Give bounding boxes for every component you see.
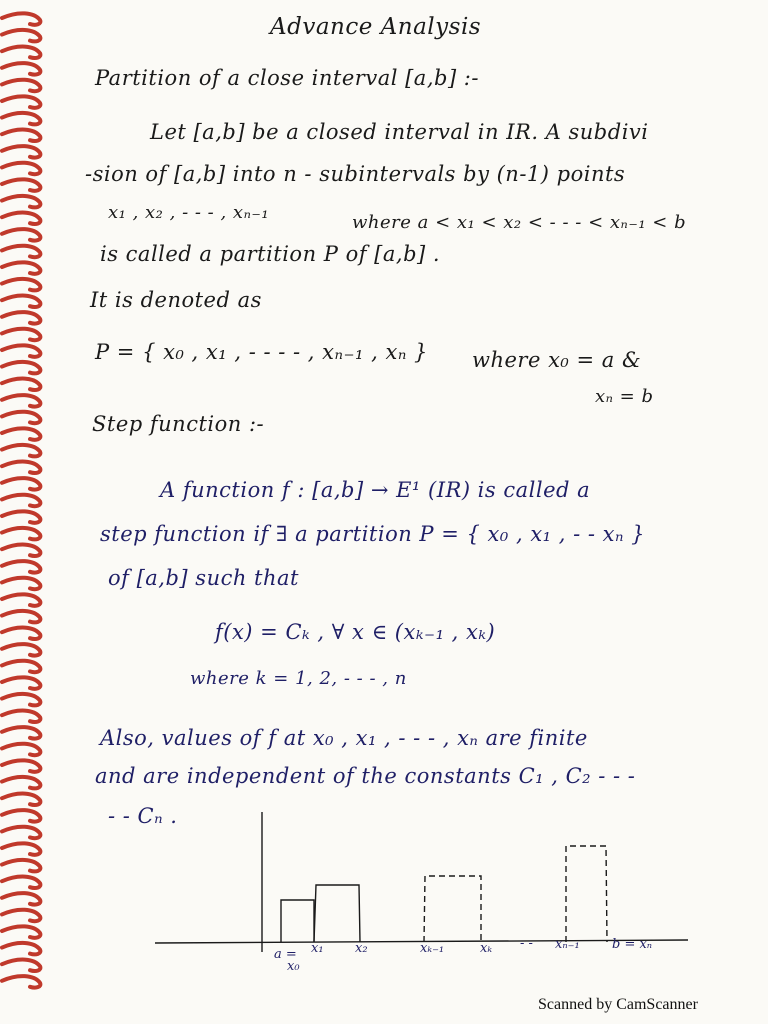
spiral-coil: [2, 246, 40, 257]
step-k: [424, 876, 481, 942]
spiral-coil: [2, 943, 40, 954]
spiral-coil: [2, 760, 40, 771]
step-where-k: where k = 1, 2, - - - , n: [190, 668, 407, 689]
spiral-coil: [2, 262, 40, 273]
step-heading: Step function :-: [92, 412, 265, 436]
spiral-coil: [2, 213, 40, 224]
label-a: a =: [274, 947, 297, 962]
partition-order: where a < x₁ < x₂ < - - - < xₙ₋₁ < b: [352, 212, 687, 233]
also-line-3: - - Cₙ .: [108, 804, 178, 828]
spiral-coil: [2, 594, 40, 605]
spiral-coil: [2, 362, 40, 373]
partition-set: P = { x₀ , x₁ , - - - - , xₙ₋₁ , xₙ }: [95, 340, 428, 364]
spiral-coil: [2, 860, 40, 871]
partition-line-2: -sion of [a,b] into n - subintervals by (n-1) points: [85, 162, 626, 186]
partition-heading: Partition of a close interval [a,b] :-: [95, 66, 479, 90]
step-1: [281, 900, 314, 942]
spiral-coil: [2, 196, 40, 207]
spiral-coil: [2, 644, 40, 655]
spiral-coil: [2, 611, 40, 622]
spiral-coil: [2, 296, 40, 307]
x-axis: [155, 940, 688, 943]
label-xk-1: xₖ₋₁: [420, 941, 445, 956]
spiral-coil: [2, 163, 40, 174]
spiral-coil: [2, 578, 40, 589]
spiral-coil: [2, 976, 40, 987]
also-line-1: Also, values of f at x₀ , x₁ , - - - , xₙ are finite: [100, 726, 588, 750]
page-title: Advance Analysis: [270, 14, 482, 40]
spiral-coil: [2, 146, 40, 157]
spiral-coil: [2, 462, 40, 473]
label-x2: x₂: [355, 941, 368, 956]
spiral-coil: [2, 179, 40, 190]
spiral-binding: [0, 0, 60, 1000]
spiral-coil: [2, 130, 40, 141]
partition-where: where x₀ = a &: [472, 348, 642, 372]
spiral-coil: [2, 628, 40, 639]
spiral-coil: [2, 495, 40, 506]
partition-line-4: is called a partition P of [a,b] .: [100, 242, 441, 266]
spiral-coil: [2, 96, 40, 107]
spiral-coil: [2, 694, 40, 705]
spiral-coil: [2, 843, 40, 854]
spiral-coil: [2, 345, 40, 356]
spiral-coil: [2, 794, 40, 805]
spiral-coil: [2, 395, 40, 406]
step-formula: f(x) = Cₖ , ∀ x ∈ (xₖ₋₁ , xₖ): [215, 620, 496, 644]
partition-line-5: It is denoted as: [90, 288, 262, 312]
spiral-coil: [2, 877, 40, 888]
spiral-coil: [2, 827, 40, 838]
spiral-coil: [2, 379, 40, 390]
spiral-coil: [2, 279, 40, 290]
spiral-coil: [2, 910, 40, 921]
spiral-coil: [2, 777, 40, 788]
partition-line-1: Let [a,b] be a closed interval in IR. A subdivi: [150, 120, 649, 144]
spiral-coil: [2, 329, 40, 340]
label-x1: x₁: [311, 941, 324, 956]
partition-xn: xₙ = b: [595, 386, 654, 407]
step-line-3: of [a,b] such that: [108, 566, 299, 590]
spiral-coil: [2, 528, 40, 539]
spiral-coil: [2, 412, 40, 423]
spiral-coil: [2, 711, 40, 722]
label-b: b = xₙ: [612, 937, 653, 952]
spiral-coil: [2, 312, 40, 323]
spiral-coil: [2, 744, 40, 755]
label-x0: x₀: [287, 959, 300, 974]
spiral-coil: [2, 13, 40, 24]
spiral-coil: [2, 229, 40, 240]
spiral-coil: [2, 893, 40, 904]
spiral-coil: [2, 810, 40, 821]
spiral-coil: [2, 661, 40, 672]
spiral-coil: [2, 30, 40, 41]
also-line-2: and are independent of the constants C₁ , C₂ - - -: [95, 764, 636, 788]
spiral-coil: [2, 113, 40, 124]
spiral-coil: [2, 511, 40, 522]
step-2: [314, 885, 360, 942]
label-xk: xₖ: [480, 941, 493, 956]
spiral-coil: [2, 80, 40, 91]
spiral-coil: [2, 960, 40, 971]
spiral-coil: [2, 926, 40, 937]
scanner-watermark: Scanned by CamScanner: [538, 996, 698, 1013]
spiral-coil: [2, 545, 40, 556]
spiral-coil: [2, 727, 40, 738]
step-line-1: A function f : [a,b] → E¹ (IR) is called a: [160, 478, 591, 502]
step-n: [566, 846, 607, 942]
label-xn-1: xₙ₋₁: [555, 937, 580, 952]
label-dots: - -: [520, 936, 533, 951]
spiral-coil: [2, 63, 40, 74]
step-line-2: step function if ∃ a partition P = { x₀ , x₁ , - - xₙ }: [100, 522, 646, 546]
spiral-coil: [2, 478, 40, 489]
spiral-coil: [2, 561, 40, 572]
spiral-coil: [2, 428, 40, 439]
spiral-coil: [2, 677, 40, 688]
partition-points: x₁ , x₂ , - - - , xₙ₋₁: [108, 202, 270, 223]
spiral-coil: [2, 445, 40, 456]
spiral-coil: [2, 47, 40, 58]
